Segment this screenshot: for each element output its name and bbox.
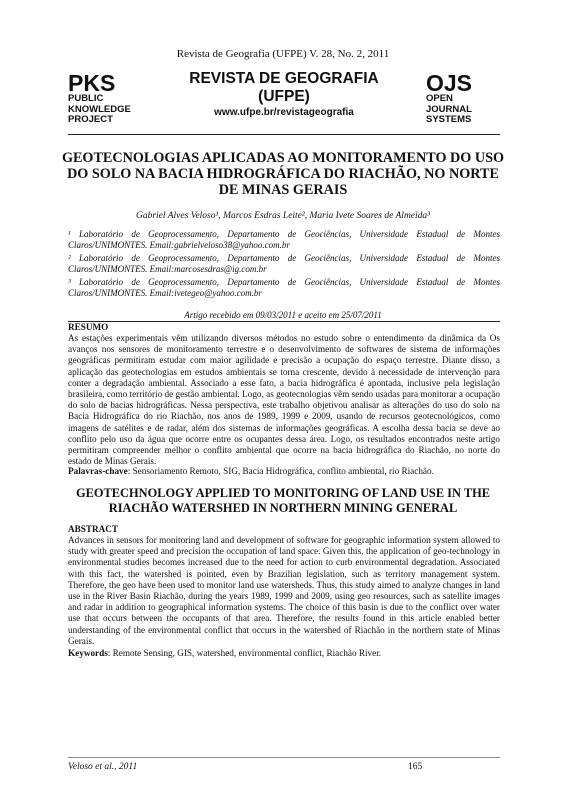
abstract-heading: ABSTRACT bbox=[68, 524, 119, 534]
pkp-line: PROJECT bbox=[68, 114, 113, 125]
pkp-logo bbox=[68, 72, 178, 126]
journal-masthead bbox=[180, 70, 388, 120]
abstract-text: Advances in sensors for monitoring land and development of software for geographic information system allowed to study with greater speed and precision the occupation of land space. Given this, the application of geo-technology in environmental studies becomes increased due to the need for action to curb environmental degradation. Associated with this fact, the watershed is pointed, even by Brazilian legislation, such as territory management system. Therefore, the geo have been used to monitor land use watersheds. Thus, this study aimed to analyze changes in land use in the River Basin Riachão, during the years 1989, 1999 and 2009, using geo resources, such as satellite images and radar in addition to geographical information systems. The choice of this basin is due to the conflict over water use that occurs between the occupants of that area. Therefore, the results found in this article enabled better understanding of the environmental conflict that occurs in the watershed of Riachão in the northern state of Minas Gerais. bbox=[68, 535, 500, 646]
ojs-line: SYSTEMS bbox=[426, 114, 472, 125]
pkp-line: KNOWLEDGE bbox=[68, 103, 131, 115]
affiliation: ² Laboratório de Geoprocessamento, Departamento de Geociências, Universidade Estadual de Montes Claros/UNIMONTES. Email:marcosesdras@ig.com.br bbox=[68, 253, 500, 274]
masthead-divider bbox=[68, 134, 500, 135]
affiliation: ³ Laboratório de Geoprocessamento, Departamento de Geociências, Universidade Estadual de Montes Claros/UNIMONTES. Email:ivetegeo@yahoo.com.br bbox=[68, 277, 500, 298]
journal-subtitle: (UFPE) bbox=[258, 88, 310, 105]
pkp-acronym: PKS bbox=[68, 70, 116, 96]
article-title-en: GEOTECHNOLOGY APPLIED TO MONITORING OF LAND USE IN THE RIACHÃO WATERSHED IN NORTHERN MINING GENERAL bbox=[75, 486, 490, 515]
page-number: 165 bbox=[408, 762, 423, 772]
keywords-label: Keywords bbox=[68, 648, 108, 658]
resumo-text: As estações experimentais vêm utilizando diversos métodos no estudo sobre o entendimento da dinâmica da Os avanços nos sensores de monitoramento terrestre e o desenvolvimento de softwares de sistema de informações geográficas permitiram estudar com maior agilidade e precisão a ocupação do espaço terrestre. Diante disso, a aplicação das geotecnologias em estudos ambientais se torna crescente, devido à necessidade de intervenção para conter a degradação ambiental. Associado a esse fato, a bacia hidrográfica é apontada, inclusive pela legislação brasileira, como território de gestão ambiental. Logo, as geotecnologias vêm sendo usadas para monitorar a ocupação do solo de bacias hidrográficas. Nessa perspectiva, este trabalho objetivou analisar as alterações do uso do solo na Bacia Hidrográfica do rio Riachão, nos anos de 1989, 1999 e 2009, usando de recursos geotecnológicos, como imagens de satélites e de radar, além dos sistemas de informações geográficas. A escolha dessa bacia se deve ao conflito pelo uso da água que ocorre entre os ocupantes dessa área. Logo, os resultados encontrados neste artigo permitiram compreender melhor o conflito ambiental que ocorre na bacia hidrográfica do Riachão, no norte do estado de Minas Gerais. bbox=[68, 333, 500, 467]
palavras-chave bbox=[68, 466, 500, 477]
ojs-logo bbox=[426, 72, 526, 126]
keywords-list: : Remote Sensing, GIS, watershed, environmental conflict, Riachão River. bbox=[107, 648, 382, 658]
received-date: Artigo recebido em 09/03/2011 e aceito em 25/07/2011 bbox=[184, 310, 382, 320]
journal-url[interactable]: www.ufpe.br/revistageografia bbox=[214, 107, 354, 118]
palavras-chave-list: : Sensoriamento Remoto, SIG, Bacia Hidrográfica, conflito ambiental, rio Riachão. bbox=[127, 466, 434, 476]
footer-divider bbox=[68, 757, 500, 758]
ojs-line: JOURNAL bbox=[426, 103, 472, 115]
resumo-heading: RESUMO bbox=[68, 322, 109, 332]
affiliation: ¹ Laboratório de Geoprocessamento, Departamento de Geociências, Universidade Estadual de Montes Claros/UNIMONTES. Email:gabrielveloso38@yahoo.com.br bbox=[68, 229, 500, 250]
journal-title: REVISTA DE GEOGRAFIA bbox=[189, 70, 379, 87]
author-list: Gabriel Alves Veloso¹, Marcos Esdras Leite², Maria Ivete Soares de Almeida³ bbox=[135, 211, 431, 221]
ojs-acronym: OJS bbox=[426, 70, 473, 96]
article-title-pt: GEOTECNOLOGIAS APLICADAS AO MONITORAMENTO DO USO DO SOLO NA BACIA HIDROGRÁFICA DO RIACHÃO, NO NORTE DE MINAS GERAIS bbox=[61, 150, 505, 198]
ojs-line: OPEN bbox=[426, 93, 453, 104]
pkp-line: PUBLIC bbox=[68, 93, 104, 104]
keywords bbox=[68, 648, 500, 659]
palavras-chave-label: Palavras-chave bbox=[68, 466, 128, 476]
footer-citation: Veloso et al., 2011 bbox=[68, 762, 138, 772]
running-head: Revista de Geografia (UFPE) V. 28, No. 2, 2011 bbox=[176, 48, 390, 60]
